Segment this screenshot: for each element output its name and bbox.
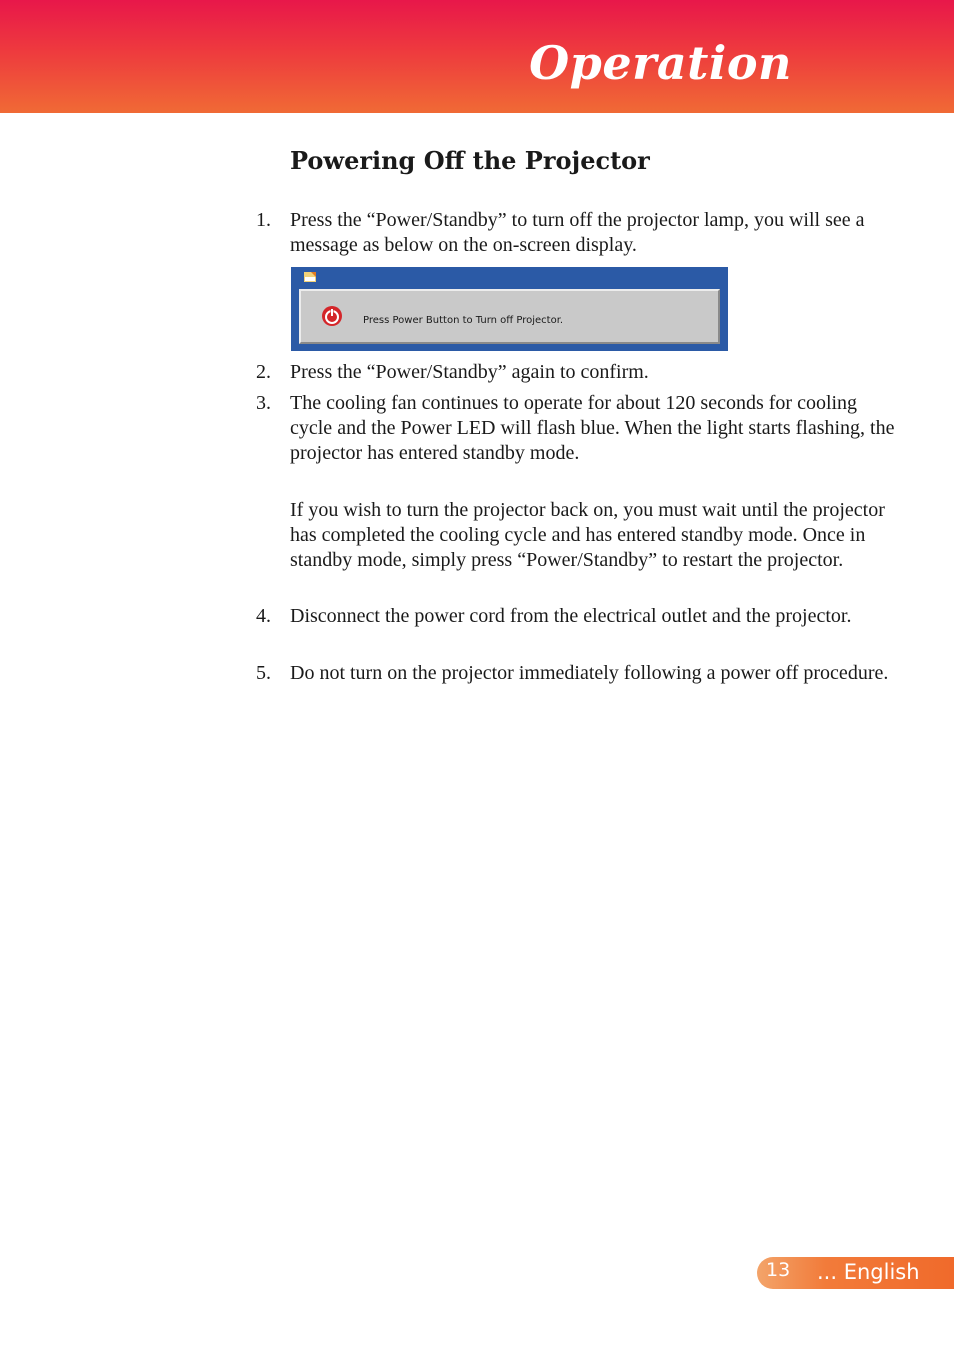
chapter-title: Operation — [529, 36, 792, 90]
header-banner — [0, 0, 954, 113]
step-2 — [256, 360, 901, 385]
step-number: 5. — [256, 662, 271, 684]
osd-dialog — [291, 267, 728, 351]
step-5 — [256, 661, 901, 686]
section-title: Powering Off the Projector — [290, 146, 650, 175]
step-number: 4. — [256, 605, 271, 627]
footer-language: ... English — [817, 1260, 920, 1284]
step-4 — [256, 604, 901, 629]
step-text: Press the “Power/Standby” to turn off the projector lamp, you will see a message as below on the on-screen display. — [290, 209, 865, 256]
menu-corner-icon — [304, 272, 316, 282]
step-number: 1. — [256, 209, 271, 231]
step-text: Do not turn on the projector immediately following a power off procedure. — [290, 662, 889, 684]
osd-message: Press Power Button to Turn off Projector. — [363, 315, 564, 326]
step-number: 3. — [256, 392, 271, 414]
step-3-note: If you wish to turn the projector back on, you must wait until the projector has completed the cooling cycle and has entered standby mode. Once in standby mode, simply press “Power/Standby” to restart the projector. — [290, 499, 885, 571]
power-icon — [321, 305, 343, 327]
osd-message-panel — [299, 289, 720, 344]
page-number: 13 — [766, 1259, 791, 1281]
step-text: Disconnect the power cord from the electrical outlet and the projector. — [290, 605, 852, 627]
step-text: The cooling fan continues to operate for about 120 seconds for cooling cycle and the Power LED will flash blue. When the light starts flashing, the projector has entered standby mode. — [290, 392, 895, 464]
step-1 — [256, 208, 901, 258]
step-number: 2. — [256, 361, 271, 383]
step-3 — [256, 391, 901, 466]
step-text: Press the “Power/Standby” again to confirm. — [290, 361, 649, 383]
